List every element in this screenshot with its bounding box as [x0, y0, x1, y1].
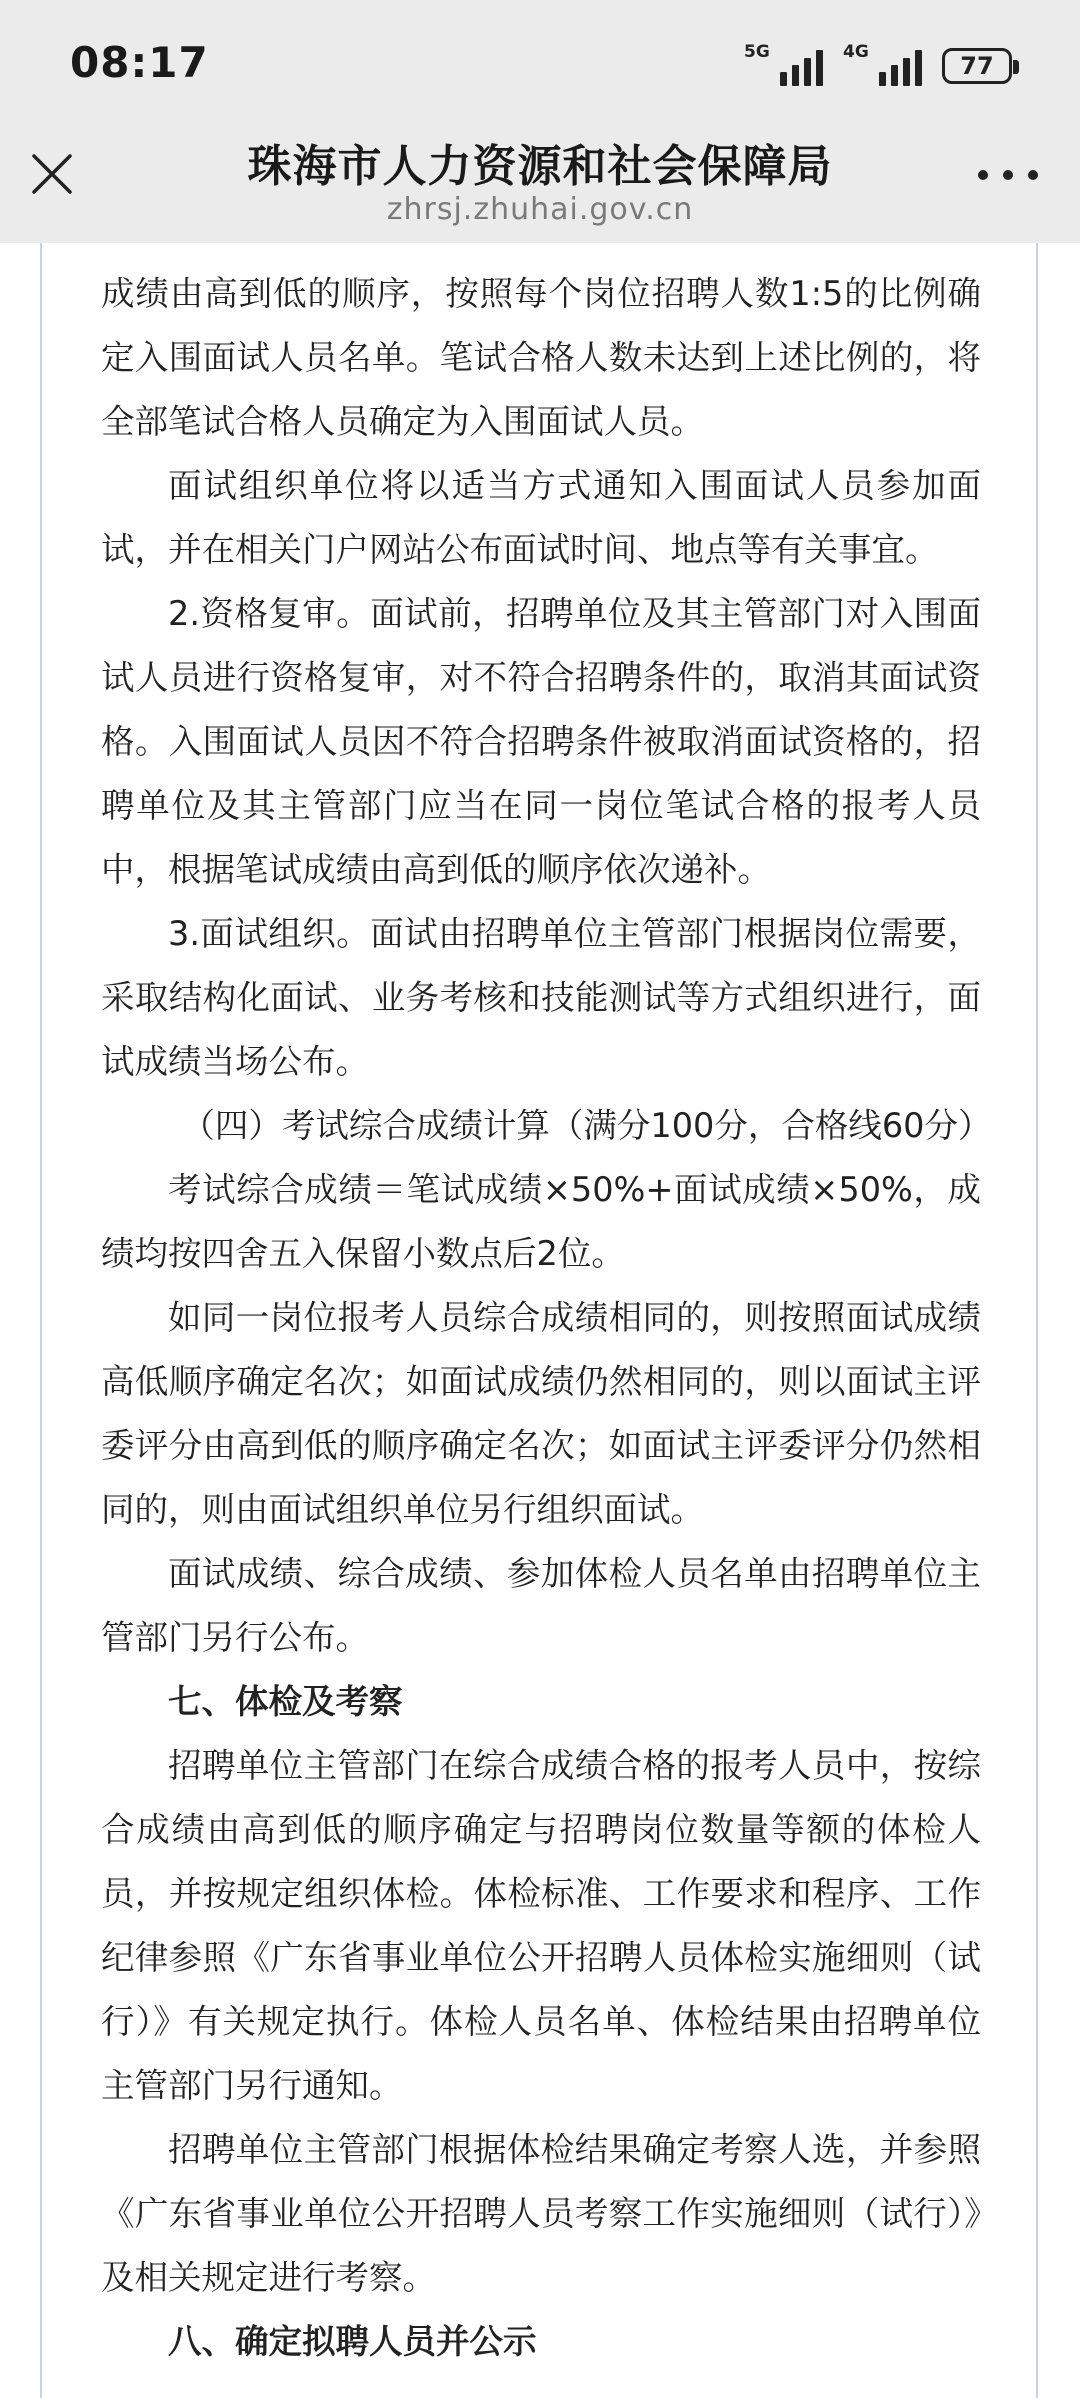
- paragraph: 考试综合成绩＝笔试成绩×50%+面试成绩×50%，成绩均按四舍五入保留小数点后2位。: [101, 1170, 981, 1273]
- signal-4g-icon: [843, 42, 922, 86]
- paragraph: 2.资格复审。面试前，招聘单位及其主管部门对入围面试人员进行资格复审，对不符合招聘条件的，取消其面试资格。入围面试人员因不符合招聘条件被取消面试资格的，招聘单位及其主管部门应当在同一岗位笔试合格的报考人员中，根据笔试成绩由高到低的顺序依次递补。: [101, 594, 981, 889]
- signal-4g-label: 4G: [843, 42, 869, 62]
- status-icons: [744, 44, 1012, 88]
- article-body: [101, 262, 992, 2374]
- paragraph: 面试成绩、综合成绩、参加体检人员名单由招聘单位主管部门另行公布。: [101, 1554, 981, 1657]
- battery-level: 77: [960, 52, 994, 80]
- page-url: zhrsj.zhuhai.gov.cn: [386, 192, 694, 227]
- signal-5g-icon: [744, 42, 823, 86]
- paragraph: 成绩由高到低的顺序，按照每个岗位招聘人数1:5的比例确定入围面试人员名单。笔试合格人数未达到上述比例的，将全部笔试合格人员确定为入围面试人员。: [101, 274, 981, 441]
- article-viewport[interactable]: [40, 243, 1038, 2398]
- paragraph: 招聘单位主管部门根据体检结果确定考察人选，并参照《广东省事业单位公开招聘人员考察工作实施细则（试行）》及相关规定进行考察。: [101, 2130, 981, 2297]
- page-title: 珠海市人力资源和社会保障局: [247, 141, 833, 192]
- section-subheading: （四）考试综合成绩计算（满分100分，合格线60分）: [181, 1106, 992, 1145]
- section-heading: 八、确定拟聘人员并公示: [168, 2322, 537, 2361]
- status-time: 08:17: [70, 38, 209, 87]
- paragraph: 如同一岗位报考人员综合成绩相同的，则按照面试成绩高低顺序确定名次；如面试成绩仍然相同的，则以面试主评委评分由高到低的顺序确定名次；如面试主评委评分仍然相同的，则由面试组织单位另行组织面试。: [101, 1298, 981, 1529]
- signal-5g-label: 5G: [744, 42, 770, 62]
- section-heading: 七、体检及考察: [168, 1682, 403, 1721]
- battery-icon: [942, 48, 1012, 84]
- paragraph: 3.面试组织。面试由招聘单位主管部门根据岗位需要，采取结构化面试、业务考核和技能测试等方式组织进行，面试成绩当场公布。: [101, 914, 981, 1081]
- paragraph: 招聘单位主管部门在综合成绩合格的报考人员中，按综合成绩由高到低的顺序确定与招聘岗位数量等额的体检人员，并按规定组织体检。体检标准、工作要求和程序、工作纪律参照《广东省事业单位公开招聘人员体检实施细则（试行）》有关规定执行。体检人员名单、体检结果由招聘单位主管部门另行通知。: [101, 1746, 981, 2105]
- browser-header: [0, 0, 1080, 243]
- paragraph: 面试组织单位将以适当方式通知入围面试人员参加面试，并在相关门户网站公布面试时间、地点等有关事宜。: [101, 466, 981, 569]
- more-options-icon[interactable]: [978, 163, 1038, 187]
